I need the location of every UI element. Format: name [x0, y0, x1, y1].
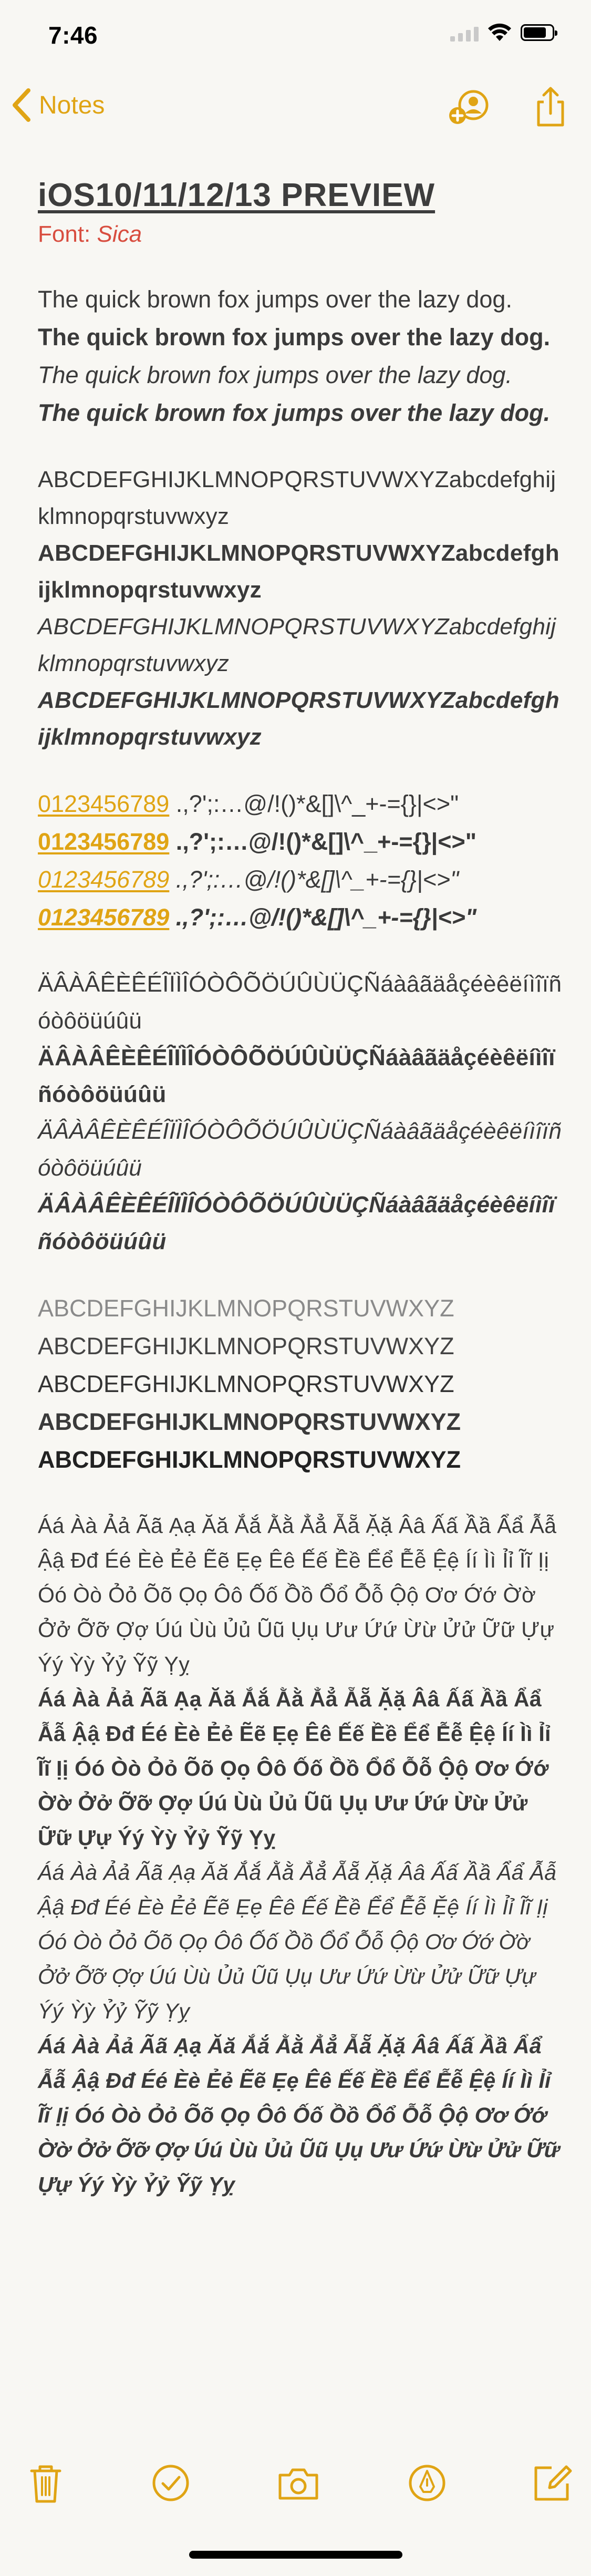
punctuation: .,?';:…@/!()*&[]\^_+-={}|<>" — [169, 828, 477, 855]
pen-tip-circle-icon — [403, 2459, 451, 2507]
digits-block — [38, 785, 563, 936]
weights-block — [38, 1290, 563, 1479]
markup-button[interactable] — [403, 2459, 451, 2507]
digits-link[interactable]: 0123456789 — [38, 828, 170, 855]
font-label-line — [38, 218, 563, 251]
digits-regular-line — [38, 785, 563, 823]
alphabet-regular: ABCDEFGHIJKLMNOPQRSTUVWXYZabcdefghijklmnopqrstuvwxyz — [38, 467, 556, 529]
bottom-toolbar — [0, 2449, 591, 2522]
status-bar — [0, 0, 591, 74]
caps-bold: ABCDEFGHIJKLMNOPQRSTUVWXYZ — [38, 1446, 461, 1473]
digits-link[interactable]: 0123456789 — [38, 866, 170, 893]
status-time: 7:46 — [48, 22, 98, 49]
camera-button[interactable] — [275, 2459, 322, 2507]
vietnamese-block — [38, 1508, 563, 2202]
share-icon — [528, 84, 573, 129]
digits-bold-line — [38, 823, 563, 861]
checklist-button[interactable] — [147, 2459, 194, 2507]
home-indicator[interactable] — [189, 2551, 402, 2559]
compose-icon — [528, 2459, 576, 2507]
punctuation: .,?';:…@/!()*&[]\^_+-={}|<>" — [169, 790, 459, 817]
pangram-block — [38, 281, 563, 432]
digits-link[interactable]: 0123456789 — [38, 904, 170, 931]
accents-regular: ÄÂÀÂÊÈÊÉÎÏÌÎÓÒÔÕÖÚÛÙÜÇÑáàâãäåçéèêëíìîïñóòôöüúûü — [38, 971, 562, 1034]
delete-button[interactable] — [22, 2459, 69, 2507]
vietnamese-regular: Áá Àà Ảả Ãã Ạạ Ăă Ắắ Ằằ Ẳẳ Ẵẵ Ặặ Ââ Ấấ Ầầ Ẩẩ Ẫẫ Ậậ Đđ Éé Èè Ẻẻ Ẽẽ Ẹẹ Êê Ếế Ềề Ểể Ễễ Ệệ Íí Ìì Ỉỉ Ĩĩ Ịị Óó Òò Ỏỏ Õõ Ọọ Ôô Ốố Ồồ Ổổ Ỗỗ Ộộ Ơơ Ớớ Ờờ Ởở Ỡỡ Ợợ Úú Ùù Ủủ Ũũ Ụụ Ưư Ứứ Ừừ Ửử Ữữ Ựự Ýý Ỳỳ Ỷỷ Ỹỹ Ỵỵ — [38, 1513, 557, 1676]
alphabet-block — [38, 461, 563, 756]
navigation-bar — [0, 79, 591, 137]
caps-light: ABCDEFGHIJKLMNOPQRSTUVWXYZ — [38, 1295, 454, 1322]
compose-button[interactable] — [528, 2459, 576, 2507]
accents-bold-italic: ÄÂÀÂÊÈÊÉÎÏÌÎÓÒÔÕÖÚÛÙÜÇÑáàâãäåçéèêëíìîïñóòôöüúûü — [38, 1192, 555, 1254]
digits-italic-line — [38, 861, 563, 899]
alphabet-italic: ABCDEFGHIJKLMNOPQRSTUVWXYZabcdefghijklmnopqrstuvwxyz — [38, 614, 556, 676]
digits-link[interactable]: 0123456789 — [38, 790, 170, 817]
font-label: Font: — [38, 221, 97, 247]
accents-block — [38, 966, 563, 1260]
note-title: iOS10/11/12/13 PREVIEW — [38, 177, 436, 213]
status-icons — [450, 23, 554, 42]
alphabet-bold: ABCDEFGHIJKLMNOPQRSTUVWXYZabcdefghijklmnopqrstuvwxyz — [38, 540, 559, 603]
vietnamese-bold: Áá Àà Ảả Ãã Ạạ Ăă Ắắ Ằằ Ẳẳ Ẵẵ Ặặ Ââ Ấấ Ầầ Ẩẩ Ẫẫ Ậậ Đđ Éé Èè Ẻẻ Ẽẽ Ẹẹ Êê Ếế Ềề Ểể Ễễ Ệệ Íí Ìì Ỉỉ Ĩĩ Ịị Óó Òò Ỏỏ Õõ Ọọ Ôô Ốố Ồồ Ổổ Ỗỗ Ộộ Ơơ Ớớ Ờờ Ởở Ỡỡ Ợợ Úú Ùù Ủủ Ũũ Ụụ Ưư Ứứ Ừừ Ửử Ữữ Ựự Ýý Ỳỳ Ỷỷ Ỹỹ Ỵỵ — [38, 1687, 551, 1850]
wifi-icon — [487, 23, 512, 42]
pangram-regular: The quick brown fox jumps over the lazy dog. — [38, 286, 512, 313]
vietnamese-italic: Áá Àà Ảả Ãã Ạạ Ăă Ắắ Ằằ Ẳẳ Ẵẵ Ặặ Ââ Ấấ Ầầ Ẩẩ Ẫẫ Ậậ Đđ Éé Èè Ẻẻ Ẽẽ Ẹẹ Êê Ếế Ềề Ểể Ễễ Ệệ Íí Ìì Ỉỉ Ĩĩ Ịị Óó Òò Ỏỏ Õõ Ọọ Ôô Ốố Ồồ Ổổ Ỗỗ Ộộ Ơơ Ớớ Ờờ Ởở Ỡỡ Ợợ Úú Ùù Ủủ Ũũ Ụụ Ưư Ứứ Ừừ Ửử Ữữ Ựự Ýý Ỳỳ Ỷỷ Ỹỹ Ỵỵ — [38, 1860, 557, 2023]
caps-medium: ABCDEFGHIJKLMNOPQRSTUVWXYZ — [38, 1371, 454, 1397]
caps-regular: ABCDEFGHIJKLMNOPQRSTUVWXYZ — [38, 1333, 454, 1359]
checkmark-circle-icon — [147, 2459, 194, 2507]
punctuation: .,?';:…@/!()*&[]\^_+-={}|<>" — [169, 866, 459, 893]
accents-italic: ÄÂÀÂÊÈÊÉÎÏÌÎÓÒÔÕÖÚÛÙÜÇÑáàâãäåçéèêëíìîïñóòôöüúûü — [38, 1118, 562, 1181]
share-button[interactable] — [528, 84, 573, 132]
battery-icon — [521, 24, 554, 41]
pangram-bold-italic: The quick brown fox jumps over the lazy dog. — [38, 399, 551, 426]
camera-icon — [275, 2459, 322, 2507]
note-body[interactable] — [38, 173, 563, 2202]
digits-bold-italic-line — [38, 899, 563, 936]
cellular-signal-icon — [450, 24, 479, 42]
share-note-collaborate-button[interactable] — [446, 84, 491, 132]
vietnamese-bold-italic: Áá Àà Ảả Ãã Ạạ Ăă Ắắ Ằằ Ẳẳ Ẵẵ Ặặ Ââ Ấấ Ầầ Ẩẩ Ẫẫ Ậậ Đđ Éé Èè Ẻẻ Ẽẽ Ẹẹ Êê Ếế Ềề Ểể Ễễ Ệệ Íí Ìì Ỉỉ Ĩĩ Ịị Óó Òò Ỏỏ Õõ Ọọ Ôô Ốố Ồồ Ổổ Ỗỗ Ộộ Ơơ Ớớ Ờờ Ởở Ỡỡ Ợợ Úú Ùù Ủủ Ũũ Ụụ Ưư Ứứ Ừừ Ửử Ữữ Ựự Ýý Ỳỳ Ỷỷ Ỹỹ Ỵỵ — [38, 2034, 560, 2197]
caps-semibold: ABCDEFGHIJKLMNOPQRSTUVWXYZ — [38, 1408, 461, 1435]
trash-icon — [22, 2459, 69, 2507]
pangram-bold: The quick brown fox jumps over the lazy dog. — [38, 324, 551, 351]
punctuation: .,?';:…@/!()*&[]\^_+-={}|<>" — [169, 904, 477, 931]
accents-bold: ÄÂÀÂÊÈÊÉÎÏÌÎÓÒÔÕÖÚÛÙÜÇÑáàâãäåçéèêëíìîïñóòôöüúûü — [38, 1045, 555, 1107]
pangram-italic: The quick brown fox jumps over the lazy dog. — [38, 362, 512, 388]
chevron-left-icon — [11, 86, 34, 124]
alphabet-bold-italic: ABCDEFGHIJKLMNOPQRSTUVWXYZabcdefghijklmnopqrstuvwxyz — [38, 687, 559, 750]
back-button-label: Notes — [39, 91, 105, 119]
font-name: Sica — [97, 221, 142, 247]
back-button[interactable] — [11, 86, 105, 124]
add-person-icon — [446, 84, 491, 129]
